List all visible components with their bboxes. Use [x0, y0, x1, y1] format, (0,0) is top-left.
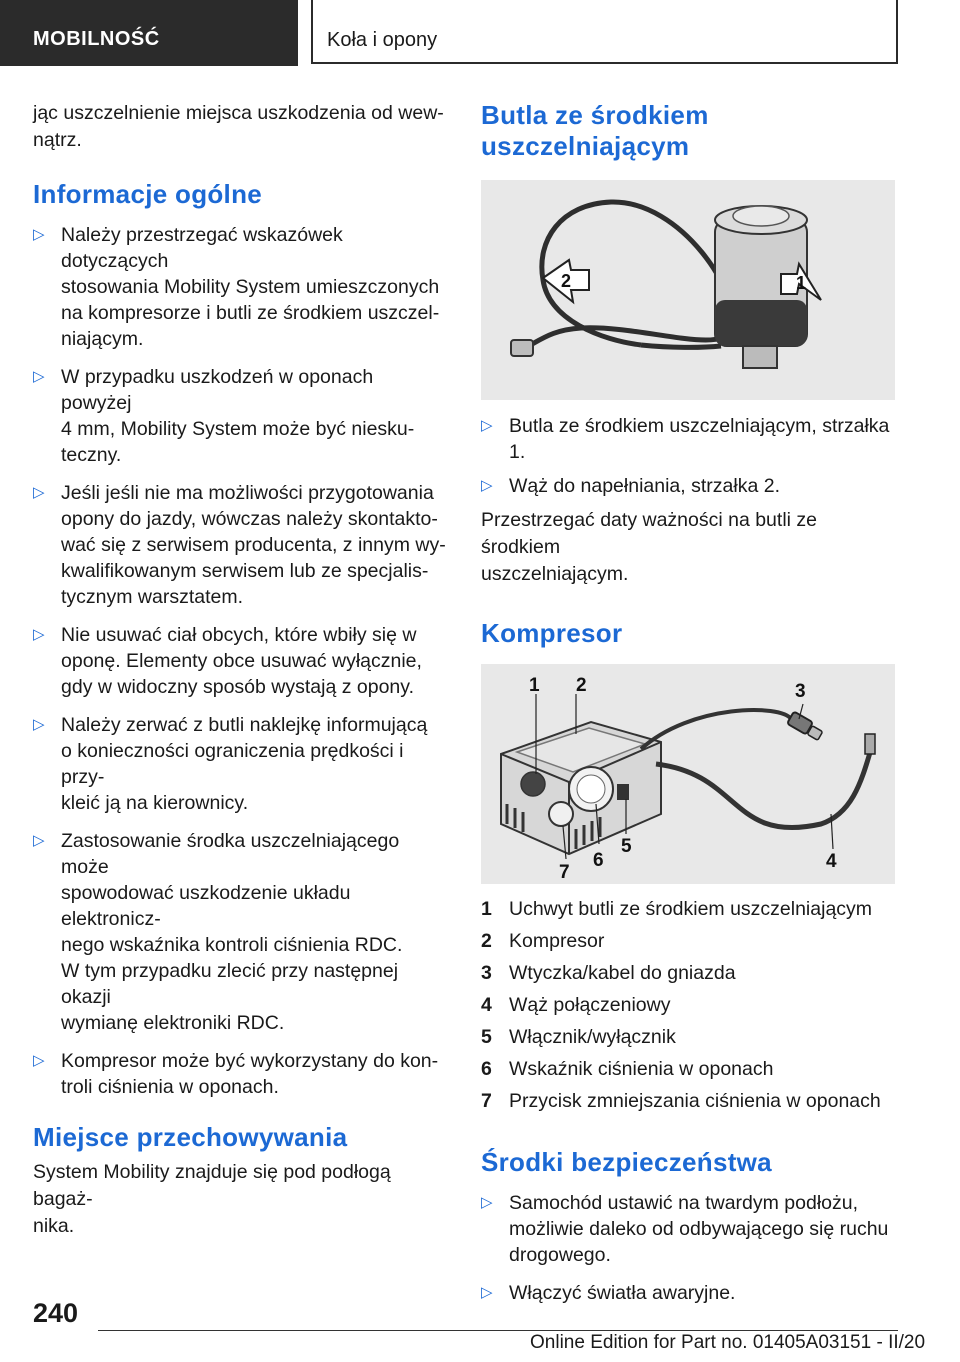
- legend-item: [481, 957, 896, 989]
- heading-storage: Miejsce przechowywania: [33, 1122, 348, 1152]
- callout-2: 2: [576, 675, 587, 696]
- heading-compressor: Kompresor: [481, 618, 623, 648]
- section-tab: [0, 0, 298, 66]
- footer-divider: [98, 1330, 898, 1331]
- text-line: jąc uszczelnienie miejsca uszkodzenia od wew-: [33, 102, 444, 124]
- text-line: nego wskaźnika kontroli ciśnienia RDC.: [61, 934, 403, 956]
- page-number: 240: [33, 1298, 79, 1328]
- callout-4: 4: [826, 851, 837, 872]
- list-item: [33, 364, 448, 468]
- callout-6: 6: [593, 850, 604, 871]
- chapter-tab: [311, 0, 898, 64]
- legend-item: [481, 1085, 896, 1117]
- triangle-bullet-icon: ▷: [481, 417, 493, 434]
- text-line: wać się z serwisem producenta, z innym wy-: [61, 534, 446, 556]
- triangle-bullet-icon: ▷: [481, 1284, 493, 1301]
- text-line: Butla ze środkiem uszczelniającym, strzałka 1.: [509, 415, 890, 463]
- triangle-bullet-icon: ▷: [33, 832, 45, 849]
- triangle-bullet-icon: ▷: [33, 1052, 45, 1069]
- page-header: [0, 0, 960, 66]
- text-line: nątrz.: [33, 129, 82, 151]
- list-item: [481, 473, 896, 499]
- list-item: [33, 828, 448, 1036]
- compressor-figure: [481, 664, 895, 884]
- triangle-bullet-icon: ▷: [481, 477, 493, 494]
- general-info-list: [33, 222, 448, 1100]
- text-line: kleić ją na kierownicy.: [61, 792, 249, 814]
- edition-note: Online Edition for Part no. 01405A03151 - II/20: [530, 1332, 926, 1353]
- text-line: opony do jazdy, wówczas należy skontakto-: [61, 508, 438, 530]
- text-line: Wąż do napełniania, strzałka 2.: [509, 475, 780, 497]
- arrow-label-1: 1: [796, 273, 807, 293]
- text-line: o konieczności ograniczenia prędkości i przy-: [61, 740, 404, 788]
- bottle-list: [481, 413, 896, 499]
- list-item: [33, 622, 448, 700]
- list-item: [481, 413, 896, 465]
- text-line: System Mobility znajduje się pod podłogą bagaż-: [33, 1161, 391, 1210]
- heading-safety: Środki bezpieczeństwa: [481, 1147, 772, 1177]
- triangle-bullet-icon: ▷: [33, 626, 45, 643]
- text-line: możliwie daleko od odbywającego się ruchu: [509, 1218, 889, 1240]
- text-line: Należy zerwać z butli naklejkę informującą: [61, 714, 428, 736]
- legend-text: Kompresor: [509, 930, 605, 952]
- legend-text: Wskaźnik ciśnienia w oponach: [509, 1058, 774, 1080]
- chapter-title: Koła i opony: [327, 29, 438, 51]
- legend-number: 6: [481, 1058, 492, 1080]
- text-line: 4 mm, Mobility System może być niesku-: [61, 418, 415, 440]
- text-line: Zastosowanie środka uszczelniającego może: [61, 830, 400, 878]
- legend-item: [481, 925, 896, 957]
- legend-text: Włącznik/wyłącznik: [509, 1026, 676, 1048]
- storage-paragraph: [33, 1159, 448, 1240]
- heading-line: Butla ze środkiem: [481, 100, 709, 130]
- list-item: [33, 480, 448, 610]
- list-item: [33, 712, 448, 816]
- text-line: spowodować uszkodzenie układu elektronicz-: [61, 882, 351, 930]
- legend-item: [481, 1021, 896, 1053]
- triangle-bullet-icon: ▷: [481, 1194, 493, 1211]
- text-line: niającym.: [61, 328, 144, 350]
- sealant-bottle-illustration: [481, 180, 895, 400]
- text-line: W przypadku uszkodzeń w oponach powyżej: [61, 366, 374, 414]
- text-line: kwalifikowanym serwisem lub ze specjalis-: [61, 560, 429, 582]
- legend-text: Uchwyt butli ze środkiem uszczelniającym: [509, 898, 873, 920]
- text-line: Włączyć światła awaryjne.: [509, 1282, 736, 1304]
- legend-number: 1: [481, 898, 492, 920]
- right-column: [481, 100, 896, 1318]
- text-line: Przestrzegać daty ważności na butli ze środkiem: [481, 509, 817, 558]
- text-line: stosowania Mobility System umieszczonych: [61, 276, 440, 298]
- callout-7: 7: [559, 862, 570, 883]
- legend-item: [481, 893, 896, 925]
- callout-3: 3: [795, 681, 806, 702]
- list-item: [481, 1190, 896, 1268]
- text-line: tycznym warsztatem.: [61, 586, 244, 608]
- legend-item: [481, 1053, 896, 1085]
- text-line: troli ciśnienia w oponach.: [61, 1076, 279, 1098]
- text-line: drogowego.: [509, 1244, 611, 1266]
- left-column: [33, 100, 448, 1240]
- legend-number: 5: [481, 1026, 492, 1048]
- legend-number: 3: [481, 962, 492, 984]
- bottle-note: [481, 507, 896, 588]
- text-line: Nie usuwać ciał obcych, które wbiły się w: [61, 624, 417, 646]
- text-line: gdy w widoczny sposób wystają z opony.: [61, 676, 414, 698]
- text-line: Samochód ustawić na twardym podłożu,: [509, 1192, 859, 1214]
- text-line: oponę. Elementy obce usuwać wyłącznie,: [61, 650, 422, 672]
- section-title: MOBILNOŚĆ: [33, 28, 160, 50]
- text-line: Kompresor może być wykorzystany do kon-: [61, 1050, 439, 1072]
- triangle-bullet-icon: ▷: [33, 226, 45, 243]
- text-line: uszczelniającym.: [481, 563, 629, 585]
- text-line: nika.: [33, 1215, 75, 1237]
- compressor-legend: [481, 893, 896, 1117]
- callout-1: 1: [529, 675, 540, 696]
- heading-line: uszczelniającym: [481, 131, 690, 161]
- triangle-bullet-icon: ▷: [33, 716, 45, 733]
- legend-number: 4: [481, 994, 492, 1016]
- list-item: [33, 222, 448, 352]
- text-line: teczny.: [61, 444, 122, 466]
- heading-general-info: Informacje ogólne: [33, 179, 263, 209]
- triangle-bullet-icon: ▷: [33, 484, 45, 501]
- legend-text: Przycisk zmniejszania ciśnienia w oponach: [509, 1090, 881, 1112]
- sealant-bottle-figure: [481, 180, 895, 400]
- legend-item: [481, 989, 896, 1021]
- list-item: [481, 1280, 896, 1306]
- callout-5: 5: [621, 836, 632, 857]
- text-line: Należy przestrzegać wskazówek dotyczących: [61, 224, 343, 272]
- text-line: na kompresorze i butli ze środkiem uszczel-: [61, 302, 440, 324]
- text-line: wymianę elektroniki RDC.: [61, 1012, 285, 1034]
- compressor-illustration: [481, 664, 895, 884]
- safety-list: [481, 1190, 896, 1306]
- triangle-bullet-icon: ▷: [33, 368, 45, 385]
- text-line: Jeśli jeśli nie ma możliwości przygotowania: [61, 482, 434, 504]
- arrow-label-2: 2: [561, 271, 572, 291]
- text-line: W tym przypadku zlecić przy następnej okazji: [61, 960, 399, 1008]
- list-item: [33, 1048, 448, 1100]
- legend-number: 2: [481, 930, 492, 952]
- legend-text: Wtyczka/kabel do gniazda: [509, 962, 736, 984]
- heading-sealant-bottle: [481, 100, 896, 162]
- legend-number: 7: [481, 1090, 492, 1112]
- intro-paragraph: [33, 100, 448, 154]
- legend-text: Wąż połączeniowy: [509, 994, 671, 1016]
